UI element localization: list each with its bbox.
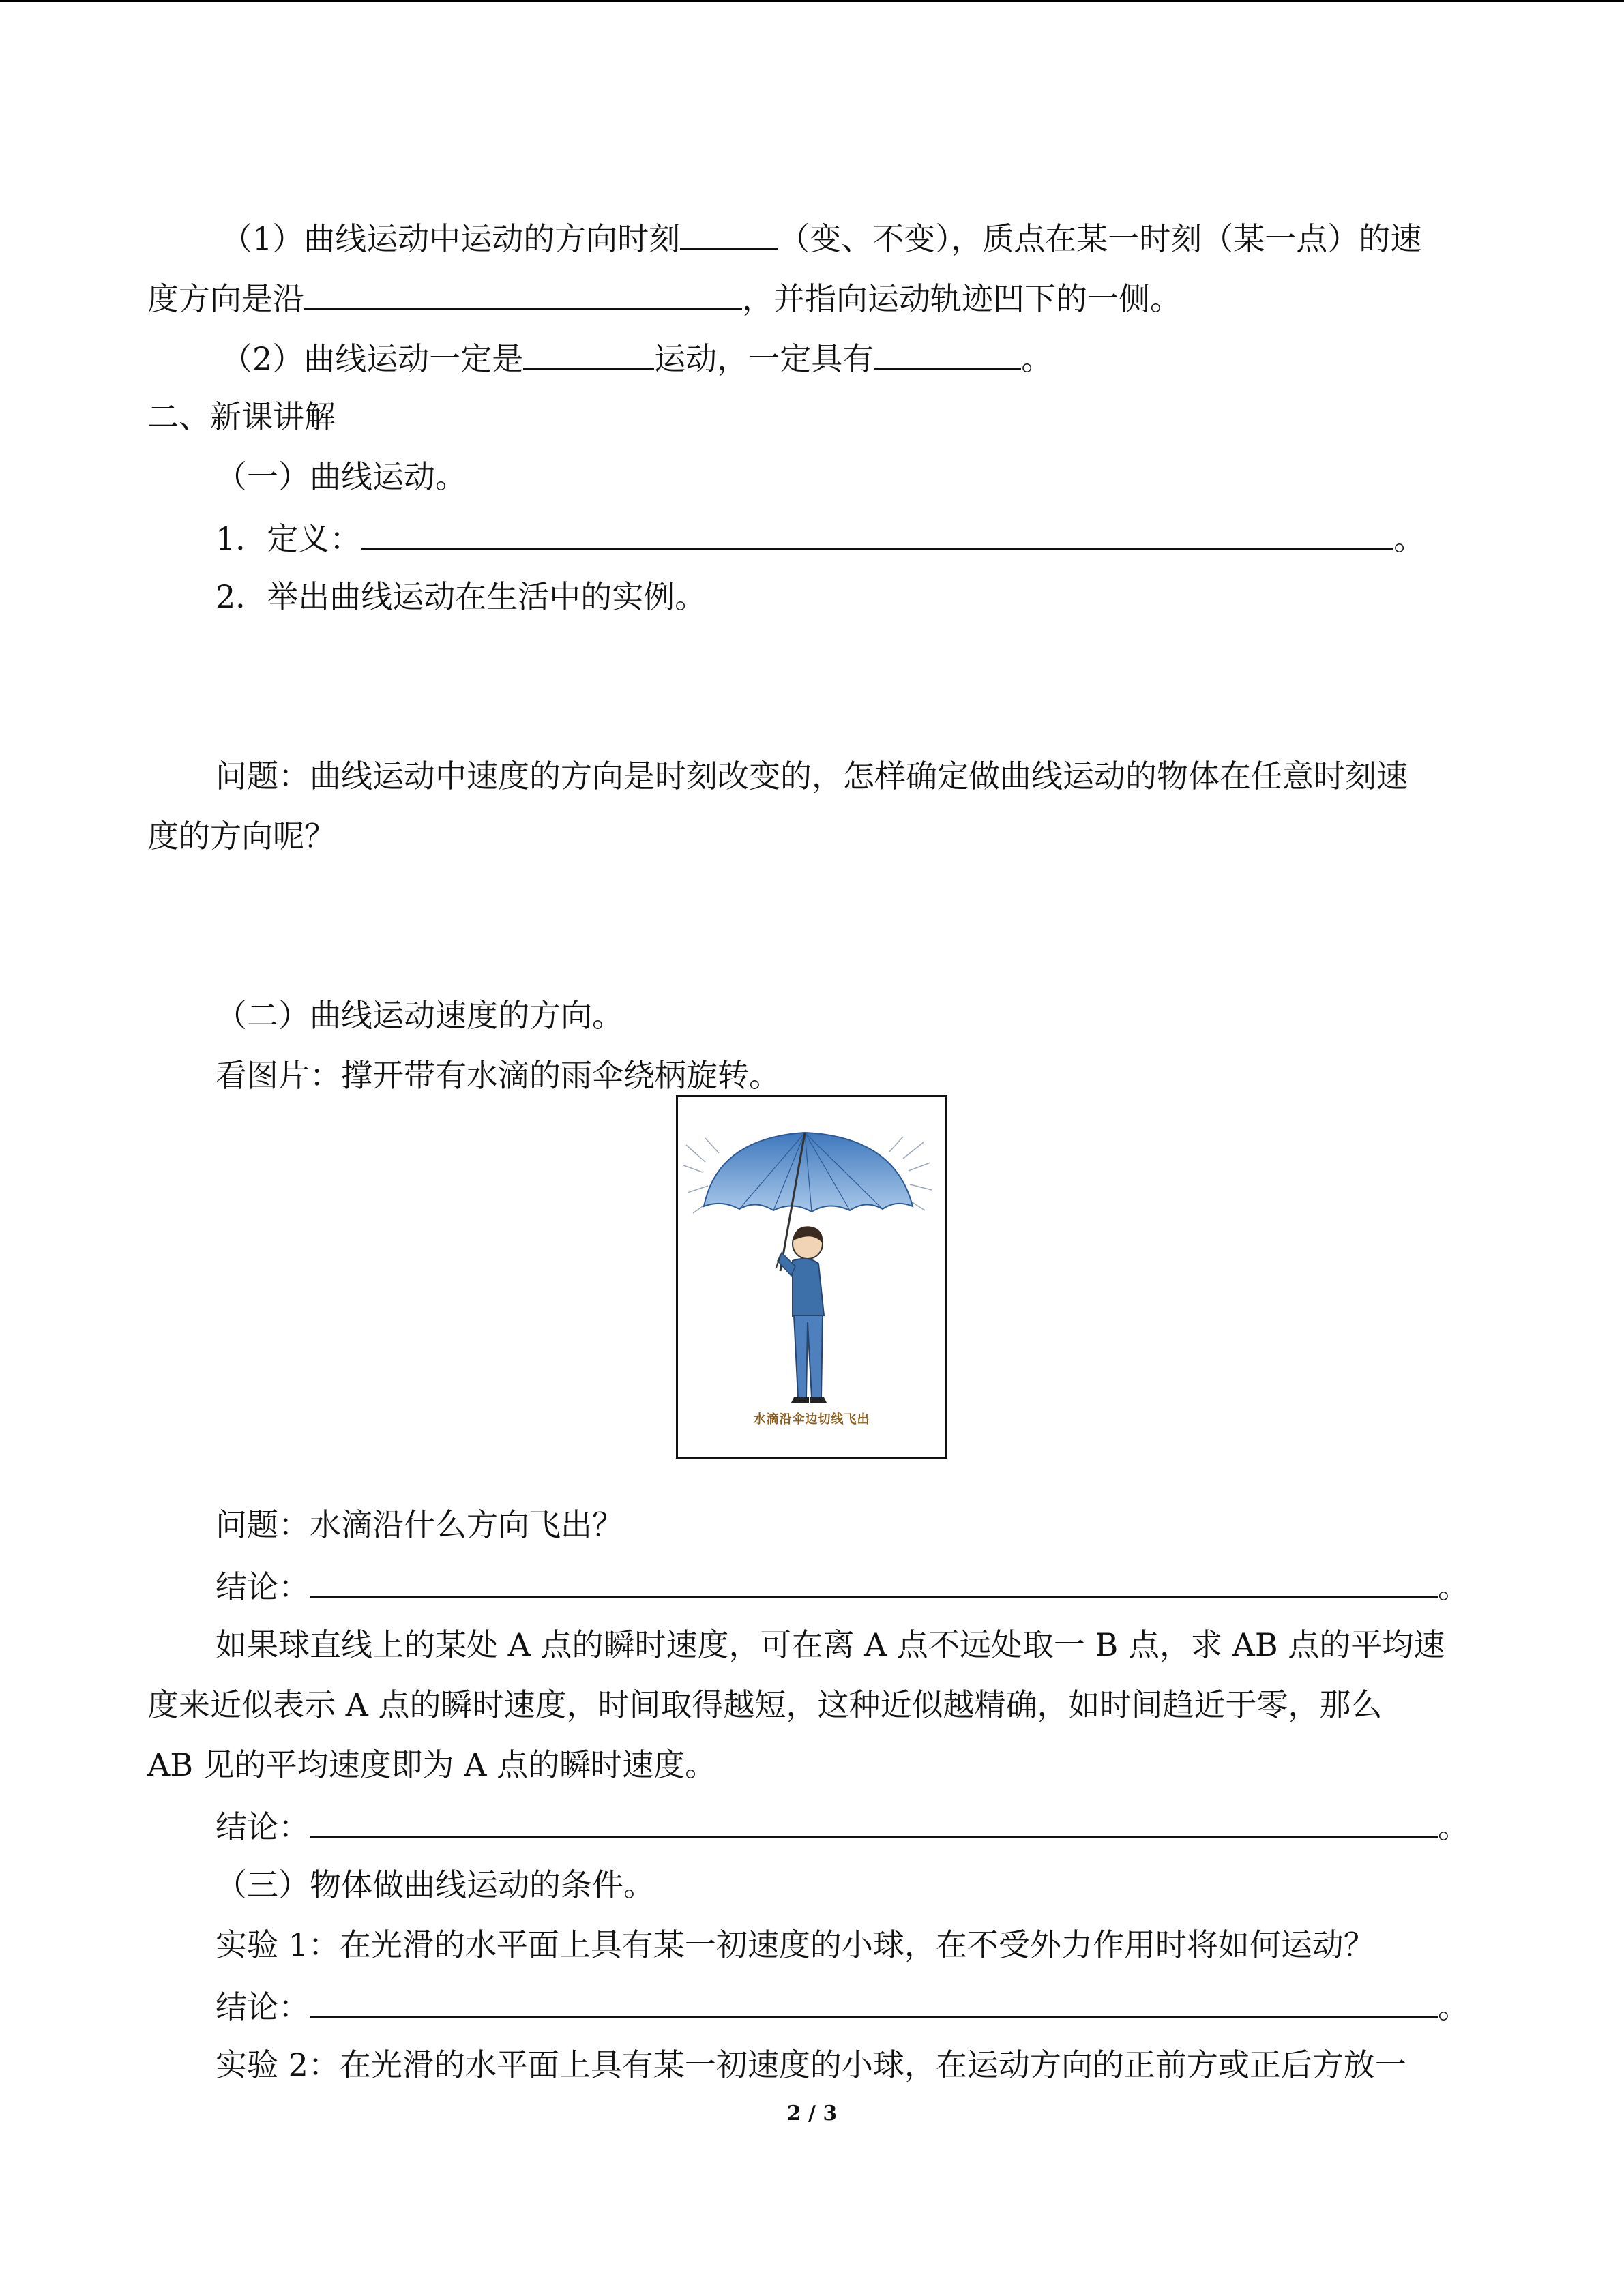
example-line: 2．举出曲线运动在生活中的实例。 bbox=[216, 578, 707, 615]
page-number: 2 / 3 bbox=[786, 2102, 838, 2126]
figure-caption: 水滴沿伞边切线飞出 bbox=[753, 1412, 870, 1427]
experiment-1: 实验 1：在光滑的水平面上具有某一初速度的小球，在不受外力作用时将如何运动？ bbox=[216, 1926, 1375, 1963]
blank-1 bbox=[680, 216, 778, 250]
blank-conclusion-1 bbox=[310, 1564, 1438, 1598]
blank-2 bbox=[304, 276, 742, 310]
part2-heading: （二）曲线运动速度的方向。 bbox=[216, 997, 623, 1034]
section-heading: 二、新课讲解 bbox=[147, 398, 336, 435]
blank-conclusion-2 bbox=[310, 1804, 1438, 1838]
paragraph-line3: AB 见的平均速度即为 A 点的瞬时速度。 bbox=[147, 1746, 717, 1783]
part1-heading: （一）曲线运动。 bbox=[216, 458, 467, 495]
blank-definition bbox=[361, 516, 1393, 550]
umbrella-illustration bbox=[678, 1097, 945, 1457]
conclusion-2: 结论： 。 bbox=[216, 1804, 1469, 1847]
review-q1-line1: （1）曲线运动中运动的方向时刻 （变、不变），质点在某一时刻（某一点）的速 bbox=[221, 216, 1421, 259]
review-q2: （2）曲线运动一定是 运动，一定具有 。 bbox=[221, 336, 1052, 379]
top-rule bbox=[0, 0, 1624, 2]
blank-4 bbox=[874, 336, 1021, 370]
question2-line: 问题：水滴沿什么方向飞出？ bbox=[216, 1506, 623, 1543]
review-q1-line2: 度方向是沿 ，并指向运动轨迹凹下的一侧。 bbox=[147, 276, 1181, 319]
person-trousers bbox=[794, 1315, 823, 1397]
blank-conclusion-3 bbox=[310, 1984, 1438, 2018]
blank-3 bbox=[523, 336, 654, 370]
question1-line1: 问题：曲线运动中速度的方向是时刻改变的，怎样确定做曲线运动的物体在任意时刻速 bbox=[216, 758, 1408, 794]
conclusion-3: 结论： 。 bbox=[216, 1984, 1469, 2027]
paragraph-line1: 如果球直线上的某处 A 点的瞬时速度，可在离 A 点不远处取一 B 点，求 AB 点的平均速 bbox=[216, 1626, 1445, 1663]
person-shirt bbox=[793, 1259, 824, 1317]
definition-line: 1．定义： 。 bbox=[216, 516, 1425, 559]
part3-heading: （三）物体做曲线运动的条件。 bbox=[216, 1866, 655, 1903]
paragraph-line2: 度来近似表示 A 点的瞬时速度，时间取得越短，这种近似越精确，如时间趋近于零，那么 bbox=[147, 1686, 1383, 1723]
look-line: 看图片：撑开带有水滴的雨伞绕柄旋转。 bbox=[216, 1057, 780, 1094]
experiment-2: 实验 2：在光滑的水平面上具有某一初速度的小球，在运动方向的正前方或正后方放一 bbox=[216, 2046, 1406, 2083]
conclusion-1: 结论： 。 bbox=[216, 1564, 1469, 1607]
question1-line2: 度的方向呢？ bbox=[147, 818, 336, 854]
umbrella-figure bbox=[676, 1095, 947, 1459]
